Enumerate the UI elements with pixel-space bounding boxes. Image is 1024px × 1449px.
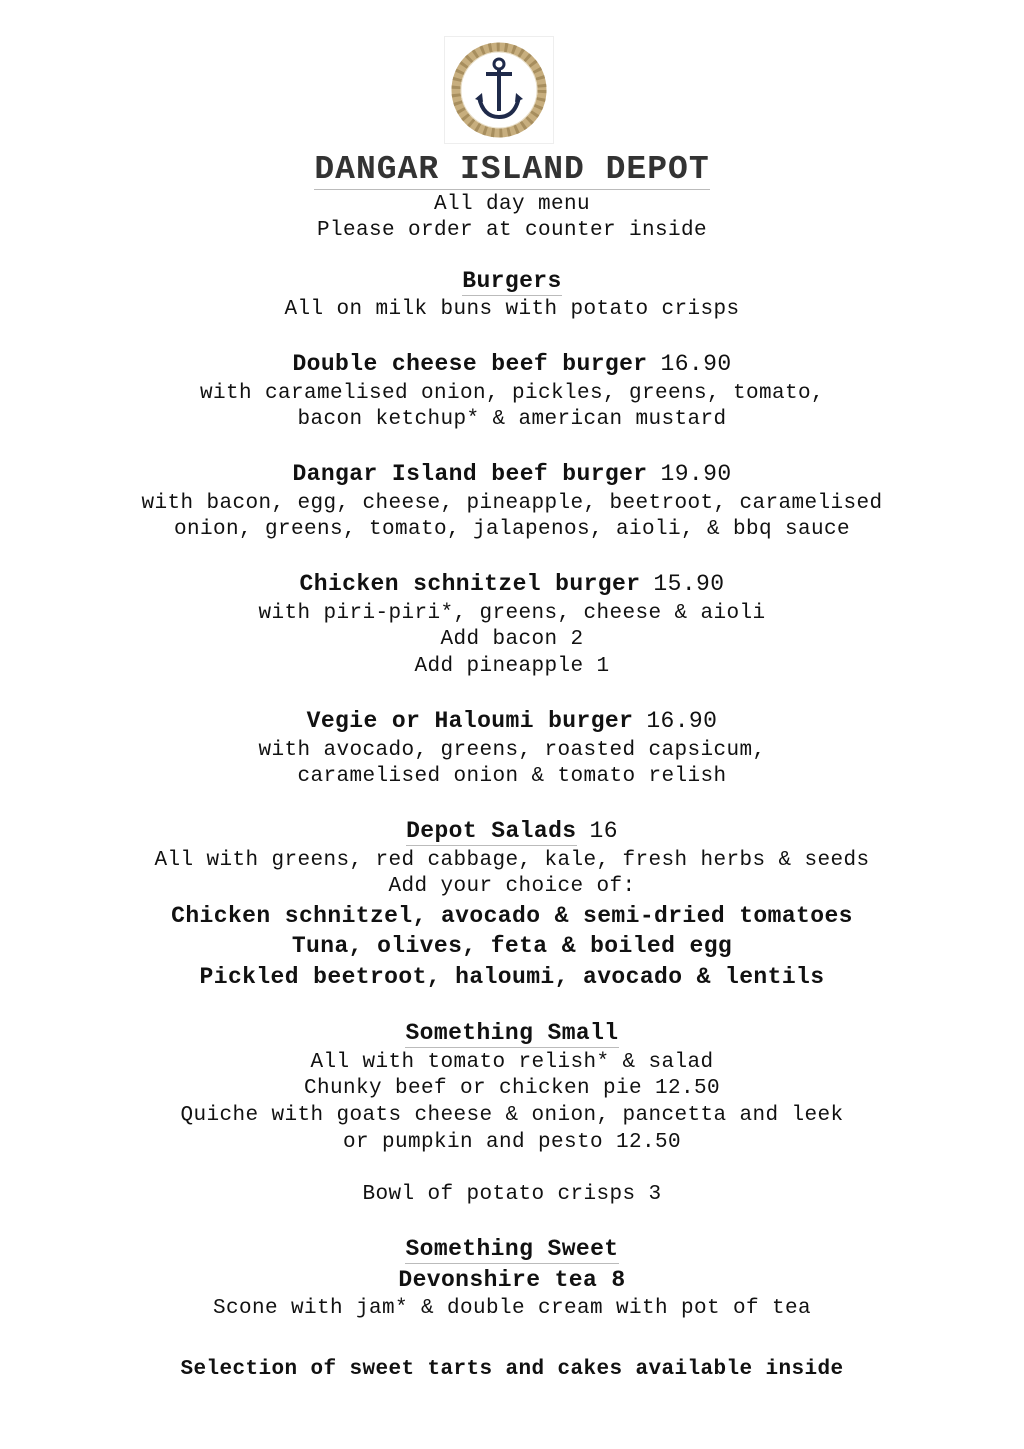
- footer-note: Selection of sweet tarts and cakes available inside: [180, 1358, 844, 1381]
- sweet-heading: Something Sweet: [405, 1236, 619, 1262]
- small-line: Chunky beef or chicken pie 12.50: [303, 1077, 721, 1100]
- salads-heading: Depot Salads 16: [406, 818, 618, 844]
- menu-item-name: Double cheese beef burger 16.90: [292, 351, 732, 377]
- subtitle-order: Please order at counter inside: [316, 219, 708, 242]
- small-line: or pumpkin and pesto 12.50: [342, 1131, 682, 1154]
- menu-item-desc: caramelised onion & tomato relish: [297, 765, 727, 788]
- burgers-note: All on milk buns with potato crisps: [284, 298, 740, 321]
- salad-option: Tuna, olives, feta & boiled egg: [291, 933, 733, 959]
- restaurant-title: DANGAR ISLAND DEPOT: [314, 151, 710, 188]
- menu-item-addon: Add pineapple 1: [414, 655, 610, 678]
- subtitle-all-day: All day menu: [433, 193, 591, 216]
- menu-item-desc: with piri-piri*, greens, cheese & aioli: [258, 602, 766, 625]
- small-heading: Something Small: [405, 1020, 619, 1046]
- menu-item-desc: with avocado, greens, roasted capsicum,: [258, 739, 766, 762]
- burgers-heading: Burgers: [462, 268, 562, 294]
- menu-item-desc: with bacon, egg, cheese, pineapple, beetroot, caramelised: [141, 492, 883, 515]
- menu-item-addon: Add bacon 2: [440, 628, 584, 651]
- salads-choice-note: Add your choice of:: [388, 875, 636, 898]
- small-line: All with tomato relish* & salad: [310, 1051, 714, 1074]
- menu-item-desc: with caramelised onion, pickles, greens, tomato,: [199, 382, 825, 405]
- crisps-line: Bowl of potato crisps 3: [362, 1183, 662, 1206]
- sweet-desc: Scone with jam* & double cream with pot of tea: [212, 1297, 812, 1320]
- menu-item-name: Chicken schnitzel burger 15.90: [299, 571, 725, 597]
- sweet-item: Devonshire tea 8: [398, 1267, 626, 1293]
- menu-item-desc: onion, greens, tomato, jalapenos, aioli, & bbq sauce: [173, 518, 851, 541]
- salad-option: Chicken schnitzel, avocado & semi-dried tomatoes: [171, 903, 853, 929]
- salads-note: All with greens, red cabbage, kale, fresh herbs & seeds: [154, 849, 870, 872]
- menu-item-name: Vegie or Haloumi burger 16.90: [306, 708, 718, 734]
- small-line: Quiche with goats cheese & onion, pancetta and leek: [180, 1104, 844, 1127]
- salad-option: Pickled beetroot, haloumi, avocado & lentils: [199, 964, 825, 990]
- anchor-rope-icon: [444, 36, 554, 144]
- menu-item-desc: bacon ketchup* & american mustard: [297, 408, 727, 431]
- menu-item-name: Dangar Island beef burger 19.90: [292, 461, 732, 487]
